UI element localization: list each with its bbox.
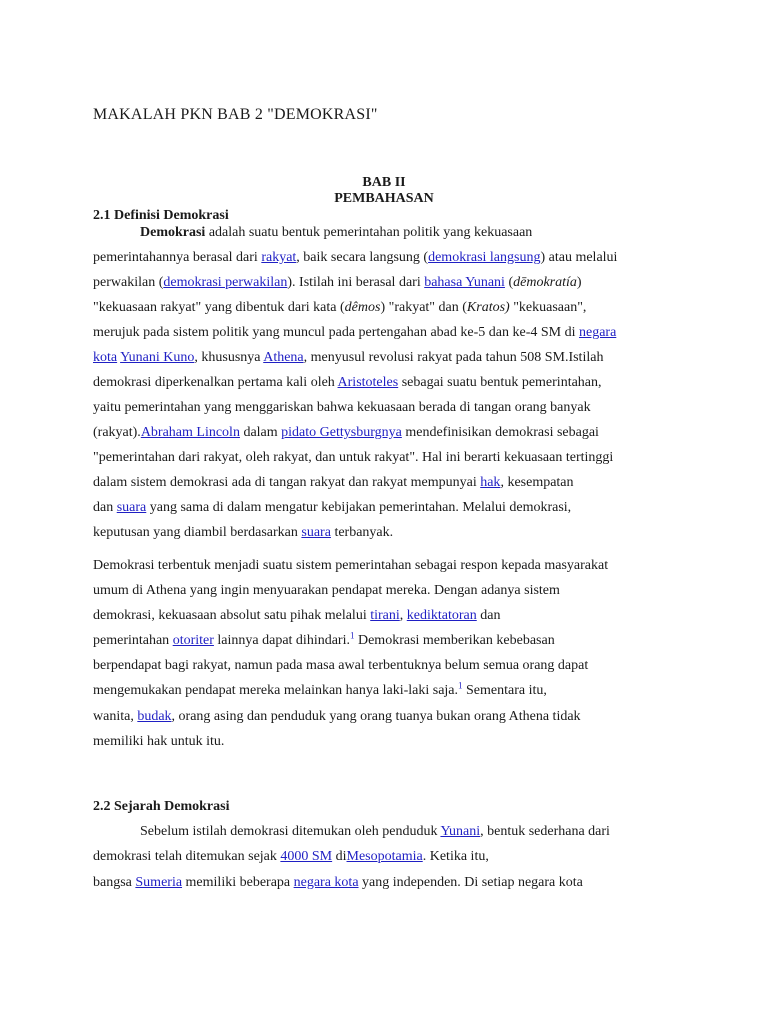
paragraph-line: memiliki hak untuk itu. xyxy=(93,734,225,749)
paragraph-line: bangsa Sumeria memiliki beberapa negara kota yang independen. Di setiap negara kota xyxy=(93,875,583,890)
paragraph-line: mengemukakan pendapat mereka melainkan hanya laki-laki saja.$^1$ Sementara itu, xyxy=(93,680,547,698)
paragraph-line: Sebelum istilah demokrasi ditemukan oleh penduduk Yunani, bentuk sederhana dari xyxy=(140,824,610,839)
link-kediktatoran[interactable]: kediktatoran xyxy=(406,608,477,623)
paragraph-line: keputusan yang diambil berdasarkan suara terbanyak. xyxy=(93,525,394,540)
paragraph-line: demokrasi telah ditemukan sejak 4000 SM diMesopotamia. Ketika itu, xyxy=(93,849,489,864)
link-negara-kota-2[interactable]: negara kota xyxy=(293,875,359,890)
link-athena[interactable]: Athena xyxy=(263,350,304,365)
link-rakyat[interactable]: rakyat xyxy=(261,250,297,265)
section-heading-definisi: 2.1 Definisi Demokrasi xyxy=(93,208,229,223)
link-otoriter[interactable]: otoriter xyxy=(172,633,214,648)
paragraph-line: Demokrasi terbentuk menjadi suatu sistem pemerintahan sebagai respon kepada masyarakat xyxy=(93,558,609,573)
paragraph-line: berpendapat bagi rakyat, namun pada masa awal terbentuknya belum semua orang dapat xyxy=(93,658,589,673)
link-yunani-kuno[interactable]: Yunani Kuno xyxy=(120,350,195,365)
link-hak[interactable]: hak xyxy=(480,475,501,490)
link-negara-kota-cont[interactable]: kota xyxy=(93,350,118,365)
link-abraham-lincoln[interactable]: Abraham Lincoln xyxy=(140,425,240,440)
paragraph-line: kota Yunani Kuno, khususnya Athena, menyusul revolusi rakyat pada tahun 508 SM.Istilah xyxy=(93,350,604,365)
paragraph-line: perwakilan (demokrasi perwakilan). Istilah ini berasal dari bahasa Yunani (dēmokratía) xyxy=(93,275,582,290)
paragraph-line: demokrasi, kekuasaan absolut satu pihak melalui tirani, kediktatoran dan xyxy=(93,608,501,623)
paragraph-line: (rakyat).Abraham Lincoln dalam pidato Gettysburgnya mendefinisikan demokrasi sebagai xyxy=(93,425,599,440)
link-demokrasi-langsung[interactable]: demokrasi langsung xyxy=(428,250,541,265)
link-suara-2[interactable]: suara xyxy=(301,525,331,540)
paragraph-line: dalam sistem demokrasi ada di tangan rakyat dan rakyat mempunyai hak, kesempatan xyxy=(93,475,574,490)
link-yunani[interactable]: Yunani xyxy=(440,824,481,839)
link-demokrasi-perwakilan[interactable]: demokrasi perwakilan xyxy=(163,275,288,290)
chapter-label: BAB II xyxy=(362,175,406,190)
paragraph-line: dan suara yang sama di dalam mengatur kebijakan pemerintahan. Melalui demokrasi, xyxy=(93,500,572,515)
link-negara-kota[interactable]: negara xyxy=(578,325,617,340)
link-tirani[interactable]: tirani xyxy=(370,608,400,623)
footnote-ref[interactable]: 1 xyxy=(349,630,355,641)
chapter-subtitle: PEMBAHASAN xyxy=(334,191,434,206)
paragraph-line: umum di Athena yang ingin menyuarakan pendapat mereka. Dengan adanya sistem xyxy=(93,583,560,598)
paragraph-line: yaitu pemerintahan yang menggariskan bahwa kekuasaan berada di tangan orang banyak xyxy=(93,400,591,415)
link-budak[interactable]: budak xyxy=(137,709,172,724)
link-suara[interactable]: suara xyxy=(116,500,147,515)
term-demokrasi: Demokrasi xyxy=(140,225,206,240)
link-aristoteles[interactable]: Aristoteles xyxy=(337,375,399,390)
paragraph-line: Demokrasi adalah suatu bentuk pemerintahan politik yang kekuasaan xyxy=(140,225,533,240)
paragraph-line: "kekuasaan rakyat" yang dibentuk dari kata (dêmos) "rakyat" dan (Kratos) "kekuasaan", xyxy=(93,300,587,315)
footnote-ref[interactable]: 1 xyxy=(458,680,463,691)
paragraph-line: pemerintahannya berasal dari rakyat, baik secara langsung (demokrasi langsung) atau melalui xyxy=(93,250,618,265)
link-sumeria[interactable]: Sumeria xyxy=(135,875,183,890)
paragraph-line: merujuk pada sistem politik yang muncul pada pertengahan abad ke-5 dan ke-4 SM di negara xyxy=(93,325,617,340)
paragraph-line: "pemerintahan dari rakyat, oleh rakyat, dan untuk rakyat". Hal ini berarti kekuasaan tertinggi xyxy=(93,450,614,465)
section-heading-sejarah: 2.2 Sejarah Demokrasi xyxy=(93,799,230,814)
link-4000-sm[interactable]: 4000 SM xyxy=(280,849,333,864)
link-bahasa-yunani[interactable]: bahasa Yunani xyxy=(424,275,505,290)
link-mesopotamia[interactable]: Mesopotamia xyxy=(346,849,423,864)
paragraph-line: wanita, budak, orang asing dan penduduk yang orang tuanya bukan orang Athena tidak xyxy=(93,709,581,724)
paragraph-line: demokrasi diperkenalkan pertama kali oleh Aristoteles sebagai suatu bentuk pemerintahan, xyxy=(93,375,602,390)
paragraph-line: pemerintahan otoriter lainnya dapat dihindari.$^1$ Demokrasi memberikan kebebasan xyxy=(93,630,555,648)
link-pidato-gettysburg[interactable]: pidato Gettysburgnya xyxy=(281,425,402,440)
document-title: MAKALAH PKN BAB 2 "DEMOKRASI" xyxy=(93,106,378,123)
